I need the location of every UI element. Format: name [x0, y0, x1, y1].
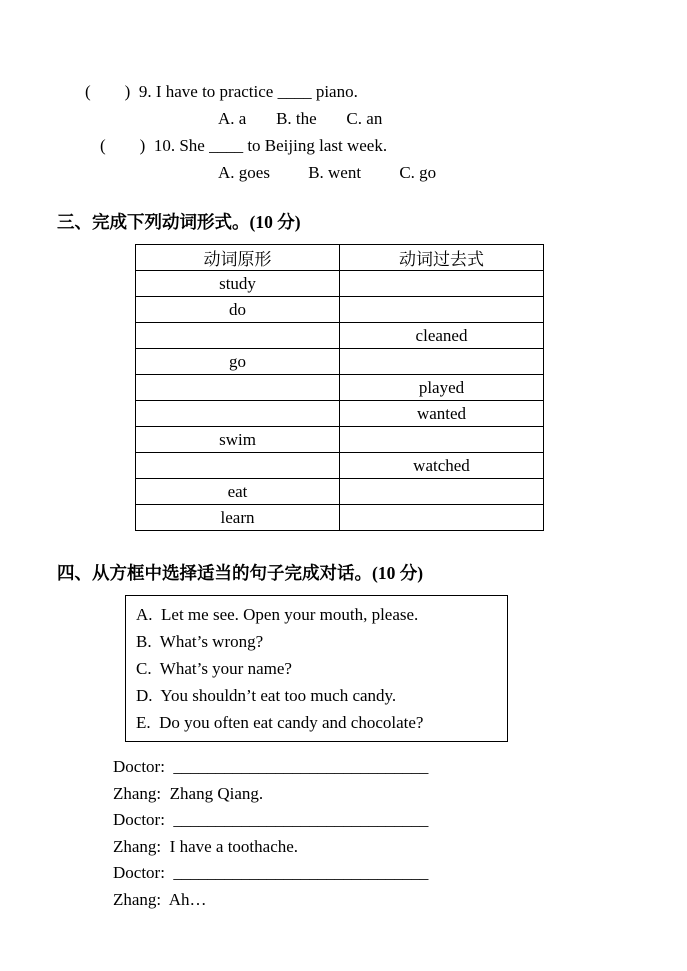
- past-form-cell: [340, 427, 544, 453]
- question-9-options: A. a B. the C. an: [218, 109, 383, 128]
- past-form-cell: [340, 297, 544, 323]
- question-10: ( ) 10. She ____ to Beijing last week.: [100, 136, 388, 155]
- box-option-b: B. What’s wrong?: [136, 632, 264, 651]
- dialog-line-zhang-2: Zhang: I have a toothache.: [113, 836, 299, 856]
- table-row: [136, 453, 544, 479]
- past-form-cell: [340, 479, 544, 505]
- dialog-line-zhang-3: Zhang: Ah…: [113, 889, 207, 909]
- base-form-cell: learn: [136, 505, 340, 531]
- question-10-options: A. goes B. went C. go: [218, 163, 437, 182]
- sentence-options-box: [125, 595, 508, 742]
- past-form-cell: watched: [340, 453, 544, 479]
- section-4-title: 四、从方框中选择适当的句子完成对话。(10 分): [57, 563, 424, 583]
- dialog-line-zhang-1: Zhang: Zhang Qiang.: [113, 783, 264, 803]
- multiple-choice-section: [0, 78, 687, 186]
- base-form-cell: [136, 323, 340, 349]
- past-form-cell: [340, 271, 544, 297]
- box-option-e: E. Do you often eat candy and chocolate?: [136, 713, 424, 732]
- table-row: [136, 479, 544, 505]
- verb-forms-table: [135, 244, 544, 531]
- table-row: [136, 427, 544, 453]
- table-row: [136, 323, 544, 349]
- box-option-d: D. You shouldn’t eat too much candy.: [136, 686, 397, 705]
- base-form-cell: [136, 453, 340, 479]
- table-row: [136, 401, 544, 427]
- past-form-cell: wanted: [340, 401, 544, 427]
- base-form-cell: study: [136, 271, 340, 297]
- table-header-row: [136, 245, 544, 271]
- section-3-title: 三、完成下列动词形式。(10 分): [57, 212, 301, 232]
- base-form-cell: [136, 401, 340, 427]
- past-form-cell: cleaned: [340, 323, 544, 349]
- table-row: [136, 297, 544, 323]
- question-9: ( ) 9. I have to practice ____ piano.: [85, 82, 358, 101]
- dialog-line-doctor-2: Doctor: ______________________________: [113, 810, 429, 829]
- base-form-cell: eat: [136, 479, 340, 505]
- base-form-cell: do: [136, 297, 340, 323]
- table-row: [136, 349, 544, 375]
- base-form-cell: go: [136, 349, 340, 375]
- table-row: [136, 505, 544, 531]
- table-row: [136, 375, 544, 401]
- dialog-section: [113, 754, 687, 913]
- past-form-cell: [340, 505, 544, 531]
- box-option-c: C. What’s your name?: [136, 659, 292, 678]
- box-option-a: A. Let me see. Open your mouth, please.: [136, 605, 419, 624]
- table-row: [136, 271, 544, 297]
- dialog-line-doctor-1: Doctor: ______________________________: [113, 757, 429, 776]
- dialog-line-doctor-3: Doctor: ______________________________: [113, 863, 429, 882]
- past-form-cell: [340, 349, 544, 375]
- past-form-cell: played: [340, 375, 544, 401]
- base-form-cell: swim: [136, 427, 340, 453]
- col-header-base-form: 动词原形: [136, 245, 340, 271]
- col-header-past-form: 动词过去式: [340, 245, 544, 271]
- base-form-cell: [136, 375, 340, 401]
